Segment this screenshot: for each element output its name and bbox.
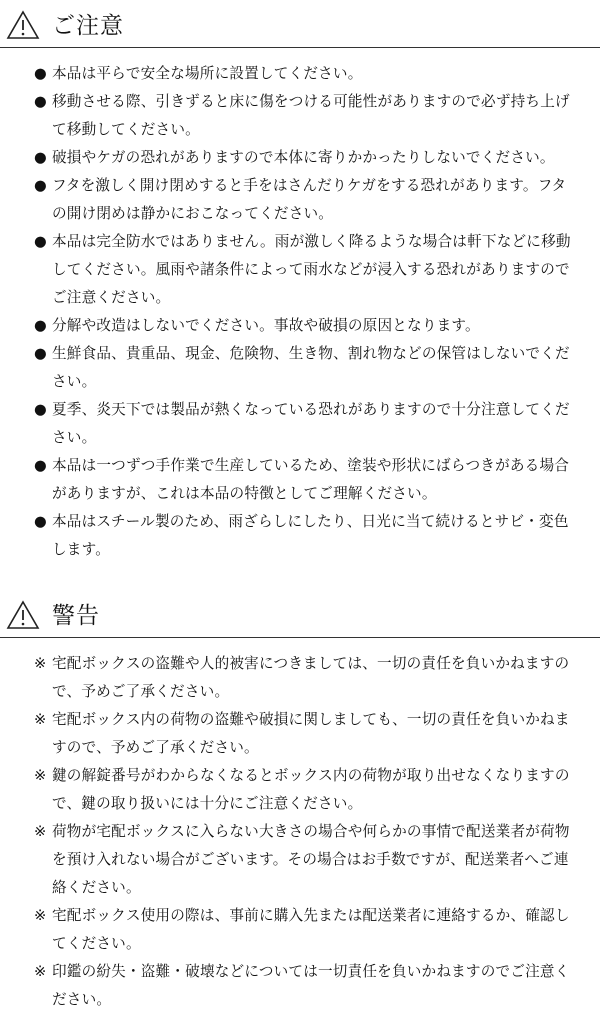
list-item <box>0 508 600 564</box>
list-item <box>0 818 600 902</box>
bullet-mark: ※ <box>34 823 47 840</box>
list-item <box>0 172 600 228</box>
list-item <box>0 902 600 958</box>
item-text: フタを激しく開け閉めすると手をはさんだりケガをする恐れがあります。フタの開け閉めは静かにおこなってください。 <box>52 177 567 222</box>
list-item <box>0 452 600 508</box>
item-text: 本品は平らで安全な場所に設置してください。 <box>52 65 363 82</box>
list-item <box>0 312 600 340</box>
bullet-mark: ● <box>34 345 47 362</box>
list-item <box>0 144 600 172</box>
bullet-mark: ● <box>34 401 47 418</box>
item-text: 移動させる際、引きずると床に傷をつける可能性がありますので必ず持ち上げて移動してください。 <box>52 93 570 138</box>
list-item <box>0 340 600 396</box>
bullet-mark: ● <box>34 93 47 110</box>
item-text: 夏季、炎天下では製品が熱くなっている恐れがありますので十分注意してください。 <box>52 401 570 446</box>
item-text: 宅配ボックス内の荷物の盗難や破損に関しましても、一切の責任を負いかねますので、予めご了承ください。 <box>52 711 570 756</box>
caution-list <box>0 60 600 564</box>
bullet-mark: ※ <box>34 963 47 980</box>
list-item <box>0 396 600 452</box>
warning-triangle-icon <box>6 10 40 40</box>
bullet-mark: ● <box>34 233 47 250</box>
bullet-mark: ● <box>34 513 47 530</box>
warning-triangle-icon <box>6 600 40 630</box>
item-text: 荷物が宅配ボックスに入らない大きさの場合や何らかの事情で配送業者が荷物を預け入れない場合がございます。その場合はお手数ですが、配送業者へご連絡ください。 <box>52 823 570 896</box>
bullet-mark: ● <box>34 65 47 82</box>
list-item <box>0 650 600 706</box>
list-item <box>0 958 600 1014</box>
list-item <box>0 88 600 144</box>
warning-list <box>0 650 600 1014</box>
list-item <box>0 762 600 818</box>
item-text: 宅配ボックスの盗難や人的被害につきましては、一切の責任を負いかねますので、予めご了承ください。 <box>52 655 570 700</box>
bullet-mark: ● <box>34 177 47 194</box>
item-text: 鍵の解錠番号がわからなくなるとボックス内の荷物が取り出せなくなりますので、鍵の取り扱いには十分にご注意ください。 <box>52 767 570 812</box>
bullet-mark: ※ <box>34 907 47 924</box>
bullet-mark: ● <box>34 149 47 166</box>
warning-title: 警告 <box>52 603 100 629</box>
item-text: 生鮮食品、貴重品、現金、危険物、生き物、割れ物などの保管はしないでください。 <box>52 345 570 390</box>
caution-header <box>0 4 600 48</box>
bullet-mark: ● <box>34 457 47 474</box>
bullet-mark: ※ <box>34 711 47 728</box>
item-text: 分解や改造はしないでください。事故や破損の原因となります。 <box>52 317 480 334</box>
warning-header <box>0 594 600 638</box>
caution-title: ご注意 <box>52 13 124 39</box>
item-text: 本品は一つずつ手作業で生産しているため、塗装や形状にばらつきがある場合がありますが、これは本品の特徴としてご理解ください。 <box>52 457 570 502</box>
list-item <box>0 60 600 88</box>
item-text: 本品はスチール製のため、雨ざらしにしたり、日光に当て続けるとサビ・変色します。 <box>52 513 569 558</box>
item-text: 宅配ボックス使用の際は、事前に購入先または配送業者に連絡するか、確認してください。 <box>52 907 570 952</box>
bullet-mark: ※ <box>34 655 47 672</box>
item-text: 印鑑の紛失・盗難・破壊などについては一切責任を負いかねますのでご注意ください。 <box>52 963 570 1008</box>
item-text: 本品は完全防水ではありません。雨が激しく降るような場合は軒下などに移動してください。風雨や諸条件によって雨水などが浸入する恐れがありますのでご注意ください。 <box>52 233 571 306</box>
list-item <box>0 228 600 312</box>
bullet-mark: ● <box>34 317 47 334</box>
list-item <box>0 706 600 762</box>
bullet-mark: ※ <box>34 767 47 784</box>
item-text: 破損やケガの恐れがありますので本体に寄りかかったりしないでください。 <box>52 149 555 166</box>
